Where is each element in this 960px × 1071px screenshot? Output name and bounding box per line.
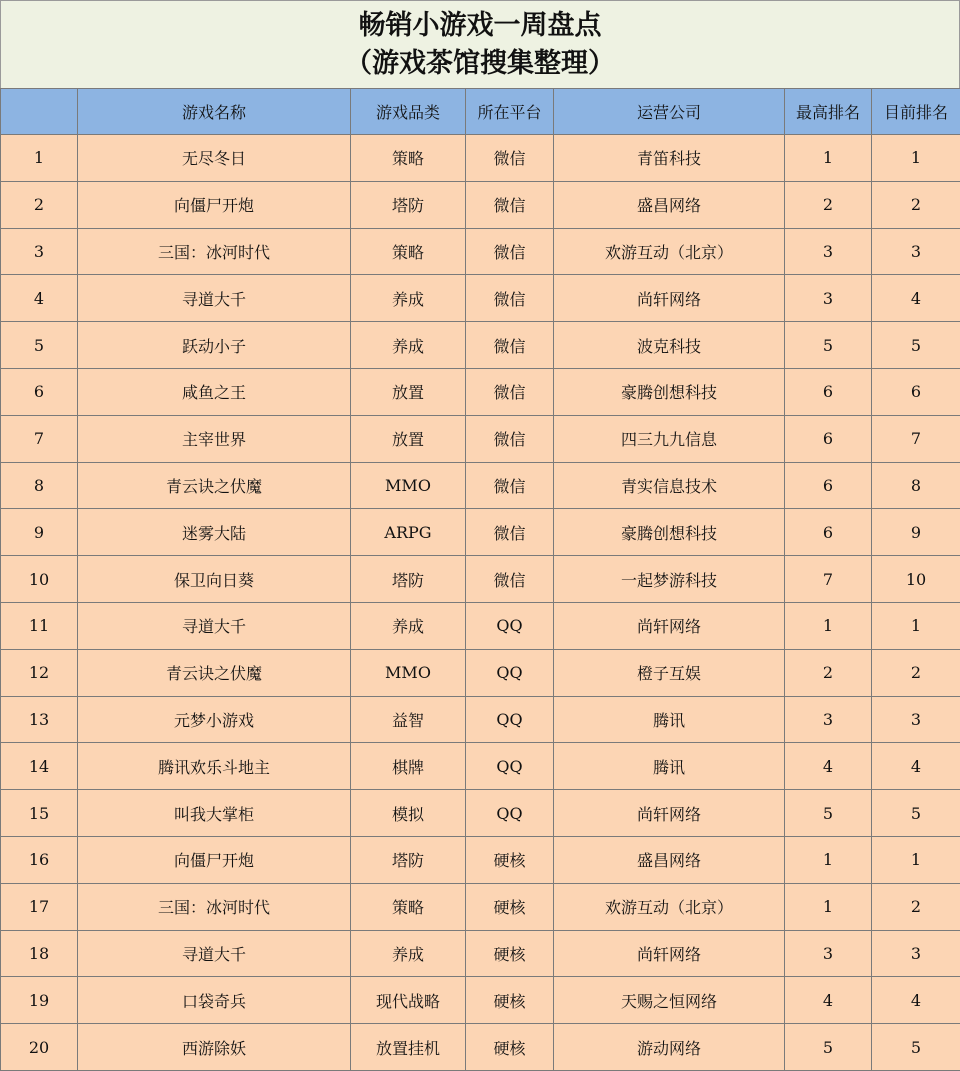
cell-platform[interactable]: 微信	[466, 415, 554, 462]
cell-highest-rank[interactable]: 5	[785, 322, 872, 369]
cell-index[interactable]: 17	[1, 883, 78, 930]
cell-current-rank[interactable]: 8	[872, 462, 960, 509]
cell-highest-rank[interactable]: 3	[785, 930, 872, 977]
table-row	[1, 649, 960, 696]
header-operator[interactable]: 运营公司	[554, 89, 785, 135]
cell-highest-rank[interactable]: 5	[785, 1024, 872, 1071]
cell-highest-rank[interactable]: 3	[785, 228, 872, 275]
cell-operator[interactable]: 四三九九信息	[554, 415, 785, 462]
cell-current-rank[interactable]: 3	[872, 228, 960, 275]
table-row	[1, 462, 960, 509]
table-row	[1, 322, 960, 369]
cell-highest-rank[interactable]: 1	[785, 135, 872, 182]
cell-operator[interactable]: 豪腾创想科技	[554, 509, 785, 556]
cell-index[interactable]: 11	[1, 602, 78, 649]
cell-operator[interactable]: 尚轩网络	[554, 790, 785, 837]
cell-platform[interactable]: 微信	[466, 368, 554, 415]
cell-current-rank[interactable]: 5	[872, 1024, 960, 1071]
cell-game-name[interactable]: 迷雾大陆	[78, 509, 351, 556]
cell-operator[interactable]: 青笛科技	[554, 135, 785, 182]
cell-category[interactable]: 益智	[351, 696, 466, 743]
cell-current-rank[interactable]: 1	[872, 602, 960, 649]
cell-highest-rank[interactable]: 4	[785, 743, 872, 790]
cell-current-rank[interactable]: 2	[872, 883, 960, 930]
cell-highest-rank[interactable]: 6	[785, 368, 872, 415]
table-row	[1, 181, 960, 228]
cell-game-name[interactable]: 跃动小子	[78, 322, 351, 369]
cell-game-name[interactable]: 寻道大千	[78, 930, 351, 977]
cell-highest-rank[interactable]: 6	[785, 462, 872, 509]
cell-category[interactable]: 棋牌	[351, 743, 466, 790]
table-row	[1, 883, 960, 930]
cell-index[interactable]: 2	[1, 181, 78, 228]
cell-current-rank[interactable]: 4	[872, 977, 960, 1024]
cell-platform[interactable]: QQ	[466, 790, 554, 837]
cell-operator[interactable]: 游动网络	[554, 1024, 785, 1071]
cell-index[interactable]: 18	[1, 930, 78, 977]
cell-current-rank[interactable]: 6	[872, 368, 960, 415]
cell-index[interactable]: 19	[1, 977, 78, 1024]
cell-operator[interactable]: 腾讯	[554, 743, 785, 790]
cell-index[interactable]: 6	[1, 368, 78, 415]
cell-game-name[interactable]: 元梦小游戏	[78, 696, 351, 743]
cell-platform[interactable]: 硬核	[466, 836, 554, 883]
cell-operator[interactable]: 天赐之恒网络	[554, 977, 785, 1024]
cell-platform[interactable]: 硬核	[466, 977, 554, 1024]
cell-operator[interactable]: 波克科技	[554, 322, 785, 369]
cell-category[interactable]: 养成	[351, 602, 466, 649]
cell-operator[interactable]: 橙子互娱	[554, 649, 785, 696]
cell-category[interactable]: 现代战略	[351, 977, 466, 1024]
cell-highest-rank[interactable]: 1	[785, 836, 872, 883]
cell-platform[interactable]: 硬核	[466, 1024, 554, 1071]
cell-current-rank[interactable]: 10	[872, 556, 960, 603]
cell-highest-rank[interactable]: 5	[785, 790, 872, 837]
cell-category[interactable]: 策略	[351, 228, 466, 275]
cell-category[interactable]: 养成	[351, 275, 466, 322]
cell-operator[interactable]: 尚轩网络	[554, 275, 785, 322]
cell-game-name[interactable]: 向僵尸开炮	[78, 836, 351, 883]
cell-platform[interactable]: 微信	[466, 181, 554, 228]
cell-game-name[interactable]: 腾讯欢乐斗地主	[78, 743, 351, 790]
table-row	[1, 602, 960, 649]
cell-index[interactable]: 13	[1, 696, 78, 743]
page-title: 畅销小游戏一周盘点	[359, 7, 602, 45]
cell-index[interactable]: 9	[1, 509, 78, 556]
cell-category[interactable]: 放置挂机	[351, 1024, 466, 1071]
cell-category[interactable]: ARPG	[351, 509, 466, 556]
cell-operator[interactable]: 腾讯	[554, 696, 785, 743]
table-row	[1, 743, 960, 790]
cell-index[interactable]: 10	[1, 556, 78, 603]
cell-index[interactable]: 7	[1, 415, 78, 462]
header-current-rank[interactable]: 目前排名	[872, 89, 960, 135]
cell-game-name[interactable]: 主宰世界	[78, 415, 351, 462]
cell-operator[interactable]: 欢游互动（北京）	[554, 883, 785, 930]
cell-game-name[interactable]: 咸鱼之王	[78, 368, 351, 415]
cell-category[interactable]: MMO	[351, 462, 466, 509]
cell-game-name[interactable]: 青云诀之伏魔	[78, 649, 351, 696]
cell-category[interactable]: 养成	[351, 322, 466, 369]
cell-category[interactable]: 策略	[351, 883, 466, 930]
cell-highest-rank[interactable]: 2	[785, 649, 872, 696]
cell-operator[interactable]: 尚轩网络	[554, 602, 785, 649]
cell-index[interactable]: 3	[1, 228, 78, 275]
table-row	[1, 415, 960, 462]
cell-current-rank[interactable]: 4	[872, 743, 960, 790]
cell-game-name[interactable]: 无尽冬日	[78, 135, 351, 182]
cell-operator[interactable]: 豪腾创想科技	[554, 368, 785, 415]
cell-operator[interactable]: 尚轩网络	[554, 930, 785, 977]
table-row	[1, 509, 960, 556]
cell-game-name[interactable]: 寻道大千	[78, 602, 351, 649]
table-row	[1, 790, 960, 837]
cell-category[interactable]: 放置	[351, 368, 466, 415]
header-platform[interactable]: 所在平台	[466, 89, 554, 135]
cell-platform[interactable]: QQ	[466, 696, 554, 743]
table-row	[1, 836, 960, 883]
cell-highest-rank[interactable]: 1	[785, 602, 872, 649]
cell-operator[interactable]: 欢游互动（北京）	[554, 228, 785, 275]
cell-index[interactable]: 5	[1, 322, 78, 369]
table-row	[1, 135, 960, 182]
cell-index[interactable]: 16	[1, 836, 78, 883]
table-row	[1, 275, 960, 322]
cell-operator[interactable]: 盛昌网络	[554, 836, 785, 883]
cell-index[interactable]: 4	[1, 275, 78, 322]
cell-category[interactable]: 策略	[351, 135, 466, 182]
cell-highest-rank[interactable]: 4	[785, 977, 872, 1024]
cell-current-rank[interactable]: 5	[872, 790, 960, 837]
cell-highest-rank[interactable]: 3	[785, 275, 872, 322]
cell-current-rank[interactable]: 4	[872, 275, 960, 322]
cell-current-rank[interactable]: 2	[872, 181, 960, 228]
cell-highest-rank[interactable]: 1	[785, 883, 872, 930]
cell-game-name[interactable]: 寻道大千	[78, 275, 351, 322]
cell-highest-rank[interactable]: 6	[785, 415, 872, 462]
cell-operator[interactable]: 盛昌网络	[554, 181, 785, 228]
table-row	[1, 228, 960, 275]
cell-highest-rank[interactable]: 7	[785, 556, 872, 603]
cell-game-name[interactable]: 口袋奇兵	[78, 977, 351, 1024]
cell-current-rank[interactable]: 3	[872, 696, 960, 743]
cell-highest-rank[interactable]: 3	[785, 696, 872, 743]
page-subtitle: （游戏茶馆搜集整理）	[345, 45, 615, 83]
header-category[interactable]: 游戏品类	[351, 89, 466, 135]
cell-category[interactable]: 模拟	[351, 790, 466, 837]
cell-category[interactable]: 养成	[351, 930, 466, 977]
cell-index[interactable]: 15	[1, 790, 78, 837]
cell-index[interactable]: 12	[1, 649, 78, 696]
cell-platform[interactable]: 微信	[466, 509, 554, 556]
header-row	[1, 89, 960, 135]
header-highest-rank[interactable]: 最高排名	[785, 89, 872, 135]
cell-platform[interactable]: QQ	[466, 743, 554, 790]
cell-index[interactable]: 14	[1, 743, 78, 790]
cell-game-name[interactable]: 保卫向日葵	[78, 556, 351, 603]
header-game-name[interactable]: 游戏名称	[78, 89, 351, 135]
cell-game-name[interactable]: 青云诀之伏魔	[78, 462, 351, 509]
cell-category[interactable]: 塔防	[351, 181, 466, 228]
cell-platform[interactable]: 微信	[466, 322, 554, 369]
cell-platform[interactable]: 硬核	[466, 883, 554, 930]
table-row	[1, 696, 960, 743]
cell-current-rank[interactable]: 2	[872, 649, 960, 696]
cell-category[interactable]: 塔防	[351, 556, 466, 603]
header-index[interactable]	[1, 89, 78, 135]
cell-game-name[interactable]: 三国：冰河时代	[78, 883, 351, 930]
table-row	[1, 977, 960, 1024]
table-row	[1, 368, 960, 415]
cell-current-rank[interactable]: 1	[872, 135, 960, 182]
ranking-table	[0, 88, 960, 1071]
cell-current-rank[interactable]: 5	[872, 322, 960, 369]
cell-highest-rank[interactable]: 6	[785, 509, 872, 556]
cell-operator[interactable]: 青实信息技术	[554, 462, 785, 509]
cell-index[interactable]: 8	[1, 462, 78, 509]
table-row	[1, 1024, 960, 1071]
cell-current-rank[interactable]: 9	[872, 509, 960, 556]
cell-platform[interactable]: QQ	[466, 602, 554, 649]
table-row	[1, 556, 960, 603]
table-body	[1, 135, 960, 1071]
title-banner	[0, 0, 960, 89]
cell-current-rank[interactable]: 7	[872, 415, 960, 462]
cell-index[interactable]: 20	[1, 1024, 78, 1071]
cell-current-rank[interactable]: 1	[872, 836, 960, 883]
cell-platform[interactable]: QQ	[466, 649, 554, 696]
table-row	[1, 930, 960, 977]
cell-index[interactable]: 1	[1, 135, 78, 182]
cell-game-name[interactable]: 三国：冰河时代	[78, 228, 351, 275]
cell-category[interactable]: MMO	[351, 649, 466, 696]
cell-platform[interactable]: 微信	[466, 135, 554, 182]
cell-game-name[interactable]: 向僵尸开炮	[78, 181, 351, 228]
cell-platform[interactable]: 微信	[466, 228, 554, 275]
cell-platform[interactable]: 微信	[466, 556, 554, 603]
cell-operator[interactable]: 一起梦游科技	[554, 556, 785, 603]
cell-platform[interactable]: 微信	[466, 275, 554, 322]
cell-current-rank[interactable]: 3	[872, 930, 960, 977]
cell-category[interactable]: 放置	[351, 415, 466, 462]
cell-game-name[interactable]: 叫我大掌柜	[78, 790, 351, 837]
cell-highest-rank[interactable]: 2	[785, 181, 872, 228]
cell-game-name[interactable]: 西游除妖	[78, 1024, 351, 1071]
cell-platform[interactable]: 硬核	[466, 930, 554, 977]
cell-category[interactable]: 塔防	[351, 836, 466, 883]
cell-platform[interactable]: 微信	[466, 462, 554, 509]
